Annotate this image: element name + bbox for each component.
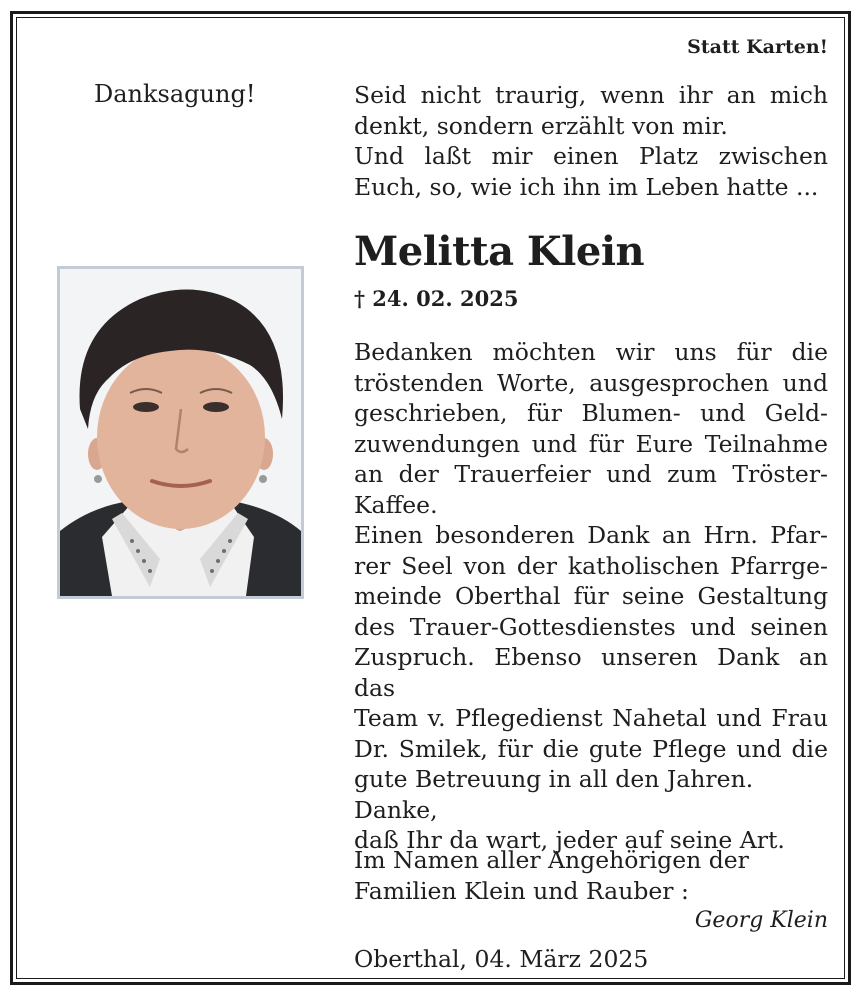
signature: Georg Klein (694, 908, 828, 933)
message-line: Dr. Smilek, für die gute Pflege und die (354, 734, 828, 763)
message-line: des Trauer-Gottesdienstes und seinen (354, 612, 828, 641)
message-line: gute Betreuung in all den Jahren. (354, 765, 754, 793)
message-line: daß Ihr da wart, jeder auf seine Art. (354, 826, 785, 854)
deceased-name: Melitta Klein (354, 228, 645, 275)
message-line: zuwendungen und für Eure Teilnahme (354, 429, 828, 458)
cross-icon: † (354, 286, 365, 311)
message-line: geschrieben, für Blumen- und Geld- (354, 399, 828, 427)
poem-line: Und laßt mir einen Platz zwischen (354, 142, 828, 170)
closing-text (354, 845, 749, 906)
poem-line: Euch, so, wie ich ihn im Leben hatte ... (354, 172, 819, 201)
portrait-photo (57, 266, 304, 599)
message-line: an der Trauerfeier und zum Tröster- (354, 460, 828, 488)
message-line: Zuspruch. Ebenso unseren Dank an das (354, 643, 828, 702)
message-line: Team v. Pflegedienst Nahetal und Frau (354, 704, 828, 732)
danksagung-heading: Danksagung! (94, 80, 256, 108)
message-line: Einen besonderen Dank an Hrn. Pfar- (354, 521, 828, 549)
poem (354, 80, 828, 202)
message-line: meinde Oberthal für seine Gestaltung (354, 582, 828, 610)
thanks-message (354, 337, 828, 856)
closing-line: Familien Klein und Rauber : (354, 876, 689, 905)
statt-karten-label: Statt Karten! (687, 36, 828, 58)
death-date-line (354, 286, 518, 311)
message-line: Bedanken möchten wir uns für die (354, 338, 828, 366)
message-line: tröstenden Worte, ausgesprochen und (354, 368, 828, 397)
poem-line: Seid nicht traurig, wenn ihr an mich (354, 81, 828, 109)
place-date: Oberthal, 04. März 2025 (354, 945, 649, 973)
death-date: 24. 02. 2025 (372, 286, 519, 311)
message-line: rer Seel von der katholischen Pfarrge- (354, 551, 828, 580)
message-line: Danke, (354, 795, 438, 824)
poem-line: denkt, sondern erzählt von mir. (354, 111, 728, 140)
closing-line: Im Namen aller Angehörigen der (354, 846, 749, 874)
message-line: Kaffee. (354, 490, 438, 519)
